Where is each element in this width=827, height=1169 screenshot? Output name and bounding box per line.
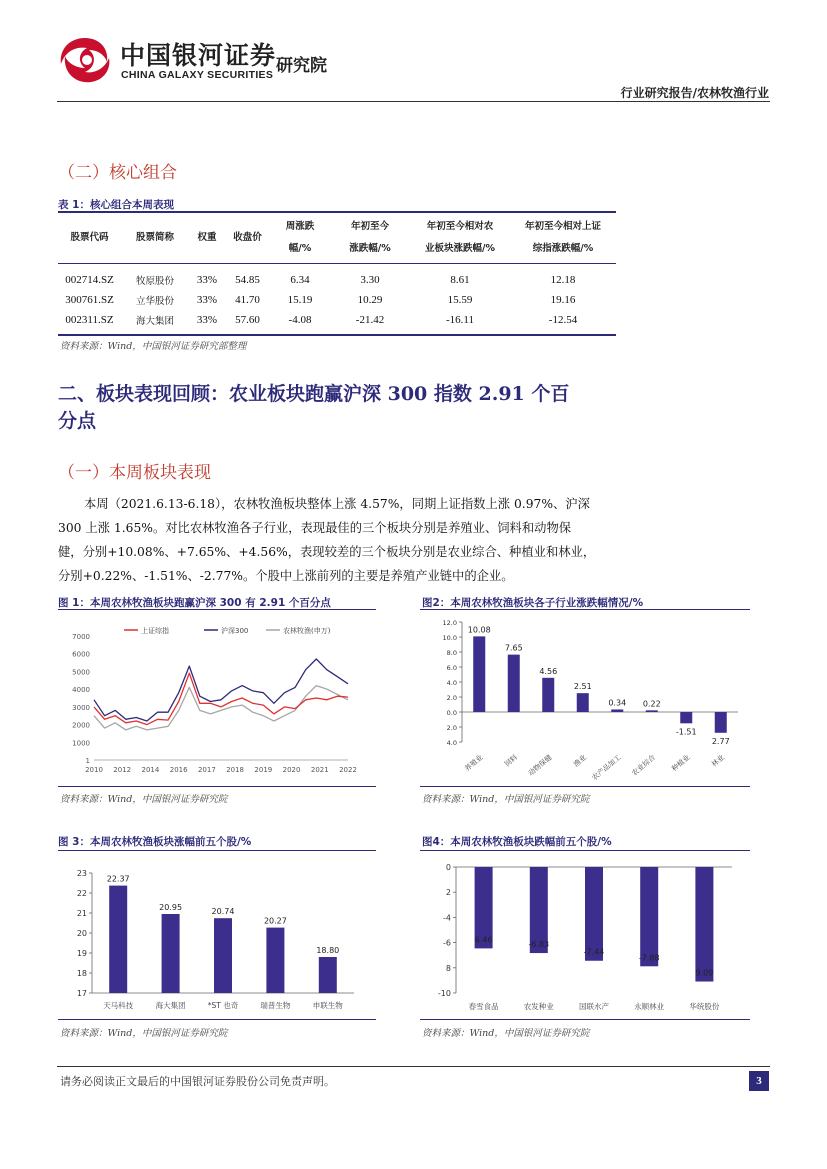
fig3-data-label: 20.95: [159, 903, 183, 912]
fig3-y-tick-label: 22: [76, 889, 87, 898]
fig2-data-label: 10.08: [467, 625, 491, 635]
col-header: 权重: [197, 232, 217, 243]
brand-name-en: CHINA GALAXY SECURITIES: [121, 69, 274, 81]
fig4-caption: 图4：本周农林牧渔板块跌幅前五个股/%: [422, 836, 612, 848]
fig2-bar: [577, 693, 589, 712]
section-title-line: 分点: [58, 410, 97, 432]
fig1-legend-label: 上证综指: [141, 627, 169, 635]
fig2-category-label: 农业综合: [630, 753, 658, 778]
cell: 3.30: [360, 274, 380, 286]
fig1-y-tick-label: 4000: [72, 686, 90, 695]
fig2-bar-chart: [420, 610, 750, 784]
fig2-frame: [420, 609, 750, 787]
fig1-x-tick-label: 2022: [339, 766, 357, 774]
fig2-y-tick-label: 2.0: [446, 724, 457, 732]
fig1-x-tick-label: 2017: [197, 766, 216, 774]
fig2-data-label: 7.65: [504, 643, 523, 653]
fig1-frame: [58, 609, 376, 787]
section-title-review: [58, 381, 778, 435]
header-divider: [57, 101, 770, 102]
fig2-y-tick-label: 10.0: [442, 634, 457, 642]
cell: 12.18: [550, 274, 576, 286]
fig4-y-tick-label: -4: [443, 913, 451, 923]
fig4-bar-chart: [420, 851, 750, 1017]
fig1-x-tick-label: 2012: [113, 766, 132, 774]
fig4-bar: [640, 867, 658, 966]
section-title-weekly: （一）本周板块表现: [58, 463, 211, 483]
cell: 33%: [196, 314, 218, 326]
core-portfolio-table: [58, 211, 616, 336]
fig2-category-label: 饲料: [503, 753, 520, 769]
cell: 002714.SZ: [65, 274, 114, 286]
fig2-y-tick-label: 6.0: [446, 664, 457, 672]
fig1-y-tick-label: 2000: [72, 721, 90, 730]
fig1-series-line: [94, 686, 348, 730]
report-type: 行业研究报告/农林牧渔行业: [620, 86, 769, 100]
fig1-y-tick-label: 3000: [72, 703, 90, 712]
galaxy-logo-icon: [57, 34, 113, 86]
fig4-source: 资料来源：Wind，中国银河证券研究院: [422, 1028, 590, 1039]
cell: 15.19: [287, 294, 313, 306]
paragraph-line: 健，分别+10.08%、+7.65%、+4.56%，表现较差的三个板块分别是农业综合、种植业和林业，: [58, 545, 596, 559]
fig4-category-label: 永顺林业: [634, 1002, 665, 1011]
cell: -21.42: [355, 314, 385, 326]
fig4-bar: [585, 867, 603, 961]
fig3-bar: [109, 886, 127, 993]
cell: -12.54: [548, 314, 578, 326]
cell: 002311.SZ: [65, 314, 114, 326]
paragraph-line: 300 上涨 1.65%。对比农林牧渔各子行业，表现最佳的三个板块分别是养殖业、饲料和动物保: [58, 521, 572, 535]
cell: 8.61: [450, 274, 470, 286]
fig1-x-tick-label: 2020: [282, 766, 301, 774]
fig2-data-label: 2.51: [573, 682, 592, 692]
fig2-y-tick-label: 0.0: [446, 709, 457, 717]
fig2-data-label: 0.22: [642, 699, 661, 709]
cell: 19.16: [550, 294, 576, 306]
fig4-category-label: 春雪食品: [468, 1002, 499, 1011]
fig2-y-tick-label: 12.0: [442, 619, 457, 627]
cell: 33%: [196, 274, 218, 286]
col-header: 年初至今相对农 业板块涨跌幅/%: [425, 221, 495, 254]
fig1-series-line: [94, 673, 348, 724]
fig4-data-label: -7.44: [583, 947, 605, 957]
table-source: 资料来源：Wind，中国银河证券研究部整理: [60, 341, 247, 352]
footer-disclaimer: 请务必阅读正文最后的中国银河证券股份公司免责声明。: [60, 1075, 335, 1088]
fig2-caption: 图2：本周农林牧渔板块各子行业涨跌幅情况/%: [422, 597, 644, 609]
paragraph-line: 分别+0.22%、-1.51%、-2.77%。个股中上涨前列的主要是养殖产业链中的企业。: [58, 569, 514, 583]
fig4-y-tick-label: -6: [443, 938, 451, 948]
fig3-data-label: 22.37: [106, 874, 130, 884]
fig1-line-chart: [58, 610, 376, 784]
fig3-bar: [162, 914, 180, 993]
paragraph-line: 本周（2021.6.13-6.18），农林牧渔板块整体上涨 4.57%，同期上证指数上涨 0.97%、沪深: [84, 497, 590, 511]
fig3-category-label: *ST 也奇: [207, 1001, 239, 1010]
cell: 41.70: [235, 294, 260, 306]
fig1-y-tick-label: 5000: [72, 668, 90, 677]
brand-institute: 研究院: [276, 56, 327, 76]
fig4-data-label: 9.09: [695, 968, 714, 978]
fig4-y-tick-label: 0: [445, 863, 451, 872]
cell: -16.11: [445, 314, 474, 326]
fig2-bar: [611, 709, 623, 712]
fig3-y-tick-label: 23: [76, 869, 87, 878]
col-header: 股票简称: [135, 232, 174, 243]
review-paragraph: [58, 492, 628, 588]
fig3-caption: 图 3：本周农林牧渔板块涨幅前五个股/%: [58, 836, 252, 848]
fig1-series-line: [94, 659, 348, 721]
fig2-y-tick-label: 2.0: [446, 694, 457, 702]
fig3-category-label: 天马科技: [103, 1001, 134, 1010]
fig4-data-label: 6.46: [474, 935, 493, 945]
cell: 33%: [196, 294, 218, 306]
fig1-caption: 图 1：本周农林牧渔板块跑赢沪深 300 有 2.91 个百分点: [58, 597, 331, 609]
table-row: [58, 310, 616, 335]
cell: 300761.SZ: [65, 294, 114, 306]
fig3-data-label: 18.80: [316, 946, 340, 955]
fig2-category-label: 林业: [710, 753, 727, 769]
fig2-y-tick-label: 8.0: [446, 649, 457, 657]
fig2-bar: [542, 678, 554, 712]
cell: 15.59: [447, 294, 473, 306]
section-title-core: （二）核心组合: [58, 163, 177, 183]
fig3-y-tick-label: 17: [76, 989, 87, 998]
fig3-data-label: 20.74: [211, 907, 235, 917]
table-header-row: [58, 212, 616, 264]
fig3-bar-chart: [58, 851, 376, 1017]
fig3-source: 资料来源：Wind，中国银河证券研究院: [60, 1028, 228, 1039]
fig3-bar: [319, 957, 337, 993]
table-row: [58, 264, 616, 291]
fig3-y-tick-label: 20: [76, 929, 87, 938]
fig4-frame: [420, 850, 750, 1020]
fig2-bar: [646, 710, 658, 712]
fig3-y-tick-label: 21: [76, 909, 87, 918]
col-header: 年初至今 涨跌幅/%: [349, 221, 391, 254]
footer-divider: [57, 1066, 770, 1067]
fig4-y-tick-label: -10: [437, 989, 451, 998]
fig2-category-label: 农产品加工: [590, 753, 623, 783]
fig3-y-tick-label: 19: [76, 949, 87, 958]
brand-logo: [57, 34, 113, 86]
fig4-category-label: 华统股份: [689, 1002, 720, 1011]
fig4-data-label: -6.83: [528, 940, 550, 950]
fig2-category-label: 渔业: [572, 753, 589, 769]
cell: 54.85: [235, 274, 260, 286]
fig1-source: 资料来源：Wind，中国银河证券研究院: [60, 794, 228, 805]
fig1-x-tick-label: 2018: [226, 766, 245, 774]
fig3-y-tick-label: 18: [76, 969, 87, 978]
col-header: 周涨跌 幅/%: [285, 221, 315, 254]
fig3-data-label: 20.27: [263, 916, 287, 926]
fig3-bar: [214, 918, 232, 993]
fig4-data-label: -7.88: [638, 953, 660, 963]
fig2-bar: [473, 636, 485, 712]
fig4-category-label: 国联水产: [579, 1002, 609, 1011]
cell: 6.34: [290, 274, 310, 286]
fig3-category-label: 申联生物: [312, 1001, 343, 1010]
fig4-category-label: 农发种业: [523, 1002, 554, 1011]
fig2-data-label: 4.56: [539, 666, 558, 676]
fig2-category-label: 种植业: [670, 753, 692, 774]
fig1-legend-label: 农林牧渔(申万): [283, 627, 331, 635]
cell: -4.08: [288, 314, 312, 326]
brand-name-cn: 中国银河证券: [120, 41, 277, 70]
fig3-frame: [58, 850, 376, 1020]
col-header: 收盘价: [233, 232, 262, 243]
cell: 立华股份: [135, 296, 174, 307]
fig1-x-tick-label: 2010: [85, 766, 103, 774]
fig1-y-tick-label: 7000: [72, 633, 90, 641]
fig1-x-tick-label: 2019: [254, 766, 273, 774]
fig3-category-label: 瑞普生物: [260, 1001, 291, 1010]
fig2-category-label: 动物保健: [526, 753, 554, 778]
table-caption: 表 1：核心组合本周表现: [58, 199, 174, 211]
cell: 57.60: [235, 314, 260, 326]
fig2-data-label: 2.77: [711, 736, 730, 746]
cell: 海大集团: [135, 316, 174, 327]
fig2-category-label: 养殖业: [463, 753, 485, 774]
cell: 10.29: [357, 294, 383, 306]
fig1-x-tick-label: 2014: [141, 766, 160, 774]
fig1-y-tick-label: 1000: [72, 739, 90, 748]
page-number: 3: [749, 1071, 769, 1091]
fig2-data-label: -1.51: [675, 727, 697, 737]
fig2-y-tick-label: 4.0: [446, 679, 457, 687]
col-header: 股票代码: [70, 232, 109, 243]
section-title-line: 二、板块表现回顾：农业板块跑赢沪深 300 指数 2.91 个百: [58, 383, 570, 405]
fig1-x-tick-label: 2016: [169, 766, 188, 774]
fig1-y-tick-label: 1: [85, 756, 90, 765]
fig4-y-tick-label: 8: [445, 963, 451, 973]
fig2-bar: [508, 655, 520, 712]
fig1-x-tick-label: 2021: [310, 766, 329, 774]
fig2-bar: [715, 712, 727, 733]
table-row: [58, 290, 616, 310]
fig1-y-tick-label: 6000: [72, 650, 90, 659]
fig4-bar: [695, 867, 713, 982]
fig1-legend-label: 沪深300: [221, 627, 249, 635]
fig2-y-tick-label: 4.0: [446, 739, 457, 747]
fig2-bar: [680, 712, 692, 723]
cell: 牧原股份: [135, 276, 174, 287]
fig2-source: 资料来源：Wind，中国银河证券研究院: [422, 794, 590, 805]
col-header: 年初至今相对上证 综指涨跌幅/%: [524, 221, 601, 254]
fig2-data-label: 0.34: [608, 698, 627, 708]
fig3-bar: [266, 928, 284, 993]
fig3-category-label: 海大集团: [155, 1001, 186, 1010]
fig4-y-tick-label: 2: [445, 888, 451, 898]
